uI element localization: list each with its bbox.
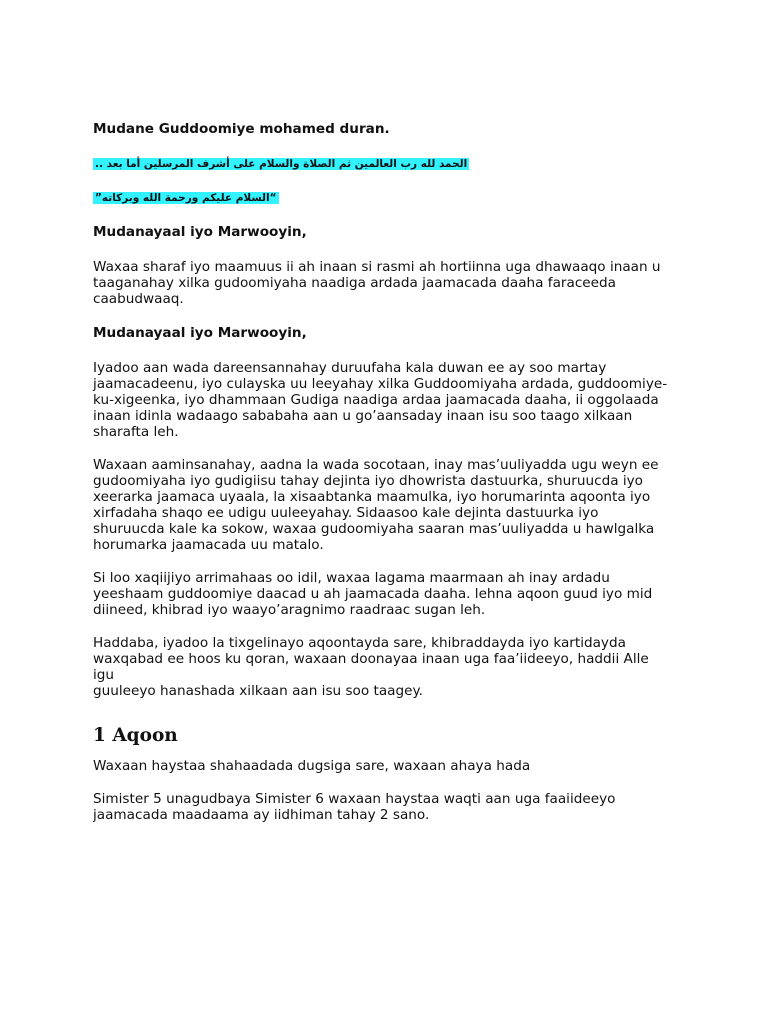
paragraph-4: Si loo xaqiijiyo arrimahaas oo idil, waxaa lagama maarmaan ah inay ardadu yeeshaam guddoomiye daacad u ah jaamacada daaha. lehna aqoon guud iyo mid diineed, khibrad iyo waayo’aragnimo raadraac sugan leh.: [93, 570, 653, 618]
section-paragraph-2: Simister 5 unagudbaya Simister 6 waxaan haystaa waqti aan uga faaiideeyo jaamacada maadaama ay iidhiman tahay 2 sano.: [93, 791, 616, 823]
paragraph-5: Haddaba, iyadoo la tixgelinayo aqoontayda sare, khibraddayda iyo kartidayda waxqabad ee hoos ku qoran, waxaan doonayaa inaan uga faa’iideeyo, haddii Alle igu guuleeyo hanashada xilkaan aan isu soo taagey.: [93, 635, 649, 699]
arabic-praise-highlight: الحمد لله رب العالمين ثم الصلاة والسلام على أشرف المرسلين أما بعد ..: [95, 158, 468, 170]
arabic-salaam-line: [93, 189, 673, 207]
salutation-heading-2: Mudanayaal iyo Marwooyin,: [93, 325, 307, 341]
paragraph-1: Waxaa sharaf iyo maamuus ii ah inaan si rasmi ah hortiinna uga dhawaaqo inaan u taaganahay xilka gudoomiyaha naadiga ardada jaamacada daaha faraceeda caabudwaaq.: [93, 259, 661, 307]
greeting-line: Mudane Guddoomiye mohamed duran.: [93, 121, 390, 137]
document-page: [93, 120, 673, 840]
paragraph-2: Iyadoo aan wada dareensannahay duruufaha kala duwan ee ay soo martay jaamacadeenu, iyo culayska uu leeyahay xilka Guddoomiyaha ardada, guddoomiye- ku-xigeenka, iyo dhammaan Gudiga naadiga ardaa jaamacada daaha, ii oggolaada inaan idinla wadaago sababaha aan u go’aansaday inaan isu soo taago xilkaan sharafta leh.: [93, 360, 668, 440]
section-title-aqoon: 1 Aqoon: [93, 725, 178, 746]
section-paragraph-1: Waxaan haystaa shahaadada dugsiga sare, waxaan ahaya hada: [93, 758, 531, 774]
arabic-salaam-highlight: “السلام عليكم ورحمة الله وبركاته”: [95, 192, 277, 204]
paragraph-3: Waxaan aaminsanahay, aadna la wada socotaan, inay mas’uuliyadda ugu weyn ee gudoomiyaha iyo gudigiisu tahay dejinta iyo dhowrista dastuurka, shuruucda iyo xeerarka jaamaca uyaala, la xisaabtanka maamulka, iyo horumarinta aqoonta iyo xirfadaha shaqo ee udigu uuleeyahay. Sidaasoo kale dejinta dastuurka iyo shuruucda kale ka sokow, waxaa gudoomiyaha saaran mas’uuliyadda u hawlgalka horumarka jaamacada uu matalo.: [93, 457, 659, 553]
salutation-heading-1: Mudanayaal iyo Marwooyin,: [93, 224, 307, 240]
arabic-praise-line: [93, 155, 673, 173]
